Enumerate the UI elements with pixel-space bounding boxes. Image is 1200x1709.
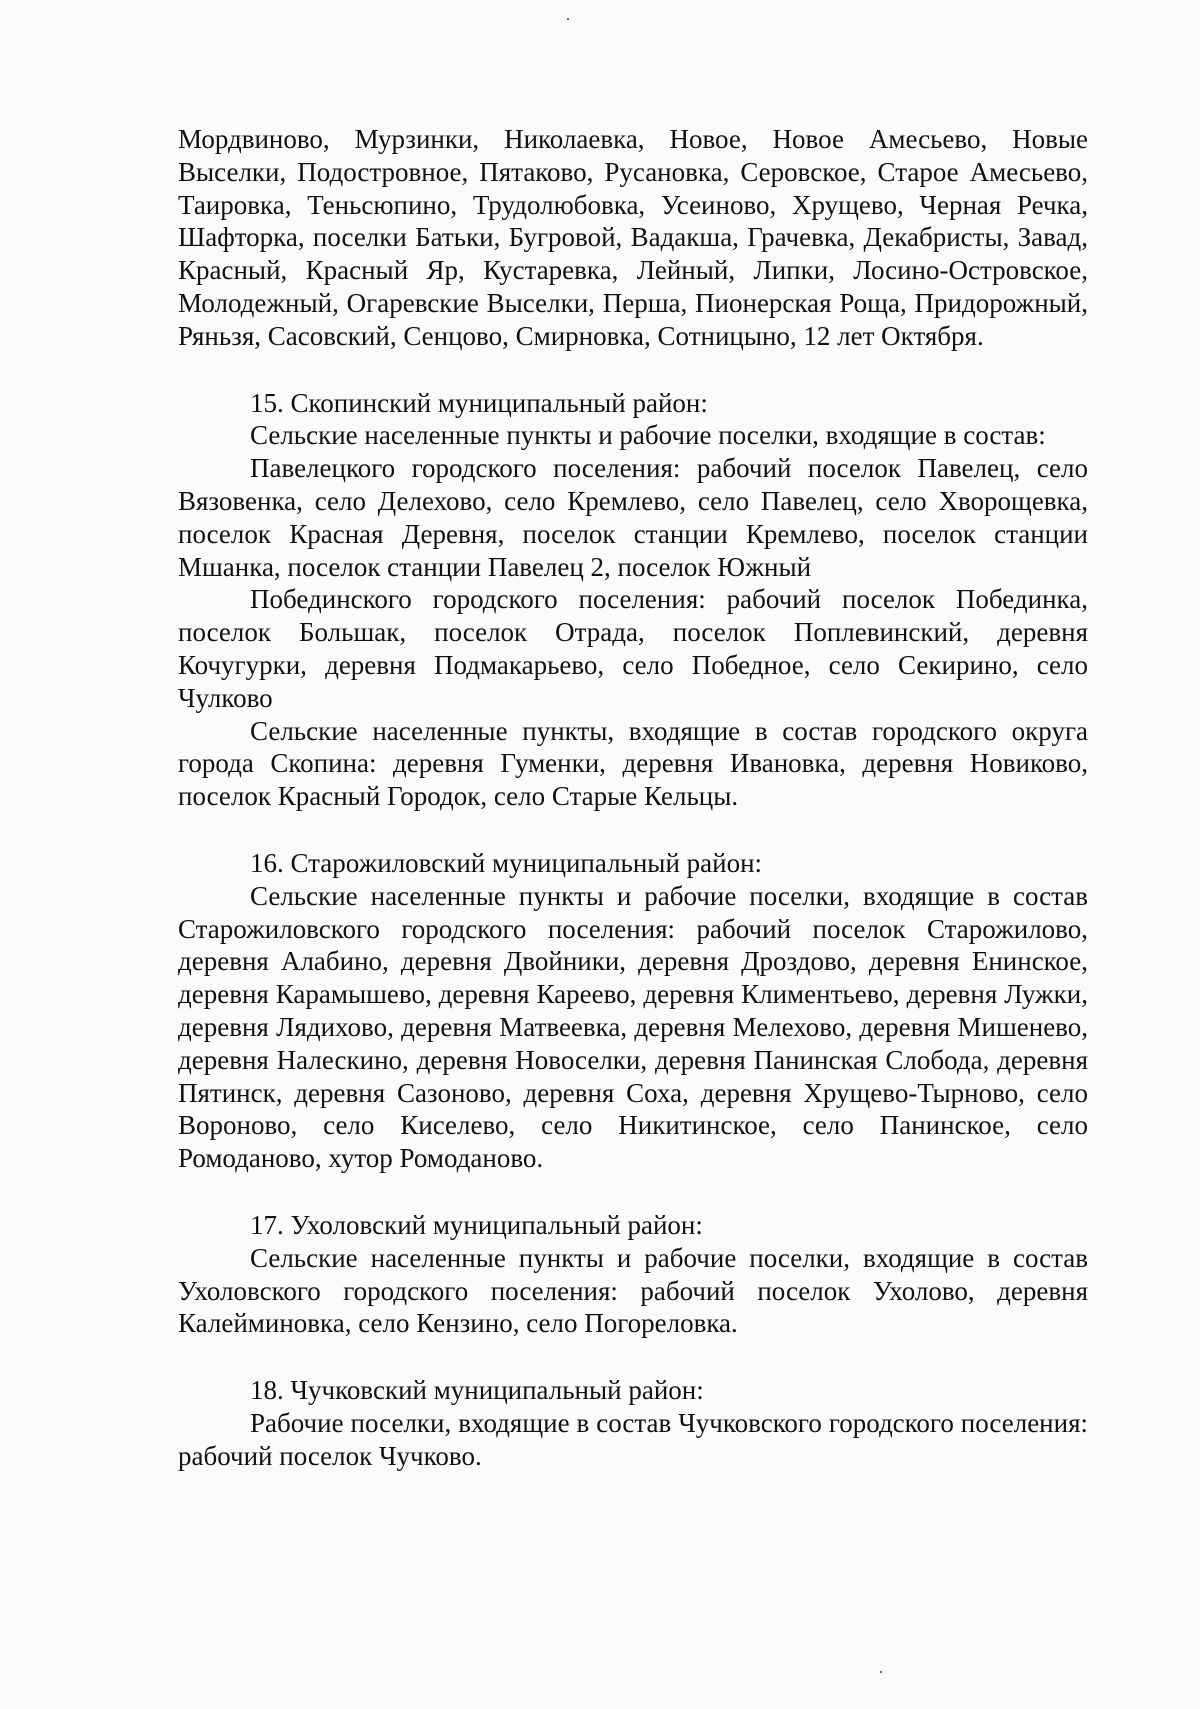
- section-spacer: [178, 1175, 1088, 1209]
- section-18-paragraph: Рабочие поселки, входящие в состав Чучковского городского поселения: рабочий поселок Чучково.: [178, 1407, 1088, 1471]
- section-spacer: [178, 353, 1088, 387]
- document-body: [178, 123, 1088, 1472]
- section-18-heading: 18. Чучковский муниципальный район:: [250, 1375, 704, 1406]
- section-15-heading: 15. Скопинский муниципальный район:: [250, 387, 708, 418]
- paragraph-continuation: Мордвиново, Мурзинки, Николаевка, Новое, Новое Амесьево, Новые Выселки, Подостровное, Пятаково, Русановка, Серовское, Старое Амесьево, Таировка, Теньсюпино, Трудолюбовка, Усеиново, Хрущево, Черная Речка, Шафторка, поселки Батьки, Бугровой, Вадакша, Грачевка, Декабристы, Завад, Красный, Красный Яр, Кустаревка, Лейный, Липки, Лосино-Островское, Молодежный, Огаревские Выселки, Перша, Пионерская Роща, Придорожный, Ряньзя, Сасовский, Сенцово, Смирновка, Сотницыно, 12 лет Октября.: [178, 124, 1088, 351]
- section-16-heading: 16. Старожиловский муниципальный район:: [250, 847, 763, 878]
- section-spacer: [178, 813, 1088, 847]
- section-15-paragraph: Побединского городского поселения: рабочий поселок Побединка, поселок Большак, поселок Отрада, поселок Поплевинский, деревня Кочугурки, деревня Подмакарьево, село Победное, село Секирино, село Чулково: [178, 584, 1088, 713]
- section-15-paragraph: Сельские населенные пункты и рабочие поселки, входящие в состав:: [250, 420, 1046, 451]
- section-spacer: [178, 1340, 1088, 1374]
- section-15-paragraph: Сельские населенные пункты, входящие в состав городского округа города Скопина: деревня Гуменки, деревня Ивановка, деревня Новиково, поселок Красный Городок, село Старые Кельцы.: [178, 715, 1088, 812]
- section-16-paragraph: Сельские населенные пункты и рабочие поселки, входящие в состав Старожиловского городского поселения: рабочий поселок Старожилово, деревня Алабино, деревня Двойники, деревня Дроздово, деревня Енинское, деревня Карамышево, деревня Кареево, деревня Климентьево, деревня Лужки, деревня Лядихово, деревня Матвеевка, деревня Мелехово, деревня Мишенево, деревня Налескино, деревня Новоселки, деревня Панинская Слобода, деревня Пятинск, деревня Сазоново, деревня Соха, деревня Хрущево-Тырново, село Вороново, село Киселево, село Никитинское, село Панинское, село Ромоданово, хутор Ромоданово.: [178, 880, 1088, 1174]
- section-17-paragraph: Сельские населенные пункты и рабочие поселки, входящие в состав Ухоловского городского поселения: рабочий поселок Ухолово, деревня Калейминовка, село Кензино, село Погореловка.: [178, 1242, 1088, 1339]
- section-17-heading: 17. Ухоловский муниципальный район:: [250, 1209, 703, 1240]
- scan-speck: [567, 18, 569, 20]
- section-15-paragraph: Павелецкого городского поселения: рабочий поселок Павелец, село Вязовенка, село Делехово, село Кремлево, село Павелец, село Хворощевка, поселок Красная Деревня, поселок станции Кремлево, поселок станции Мшанка, поселок станции Павелец 2, поселок Южный: [178, 453, 1088, 582]
- scan-speck: [880, 1671, 882, 1673]
